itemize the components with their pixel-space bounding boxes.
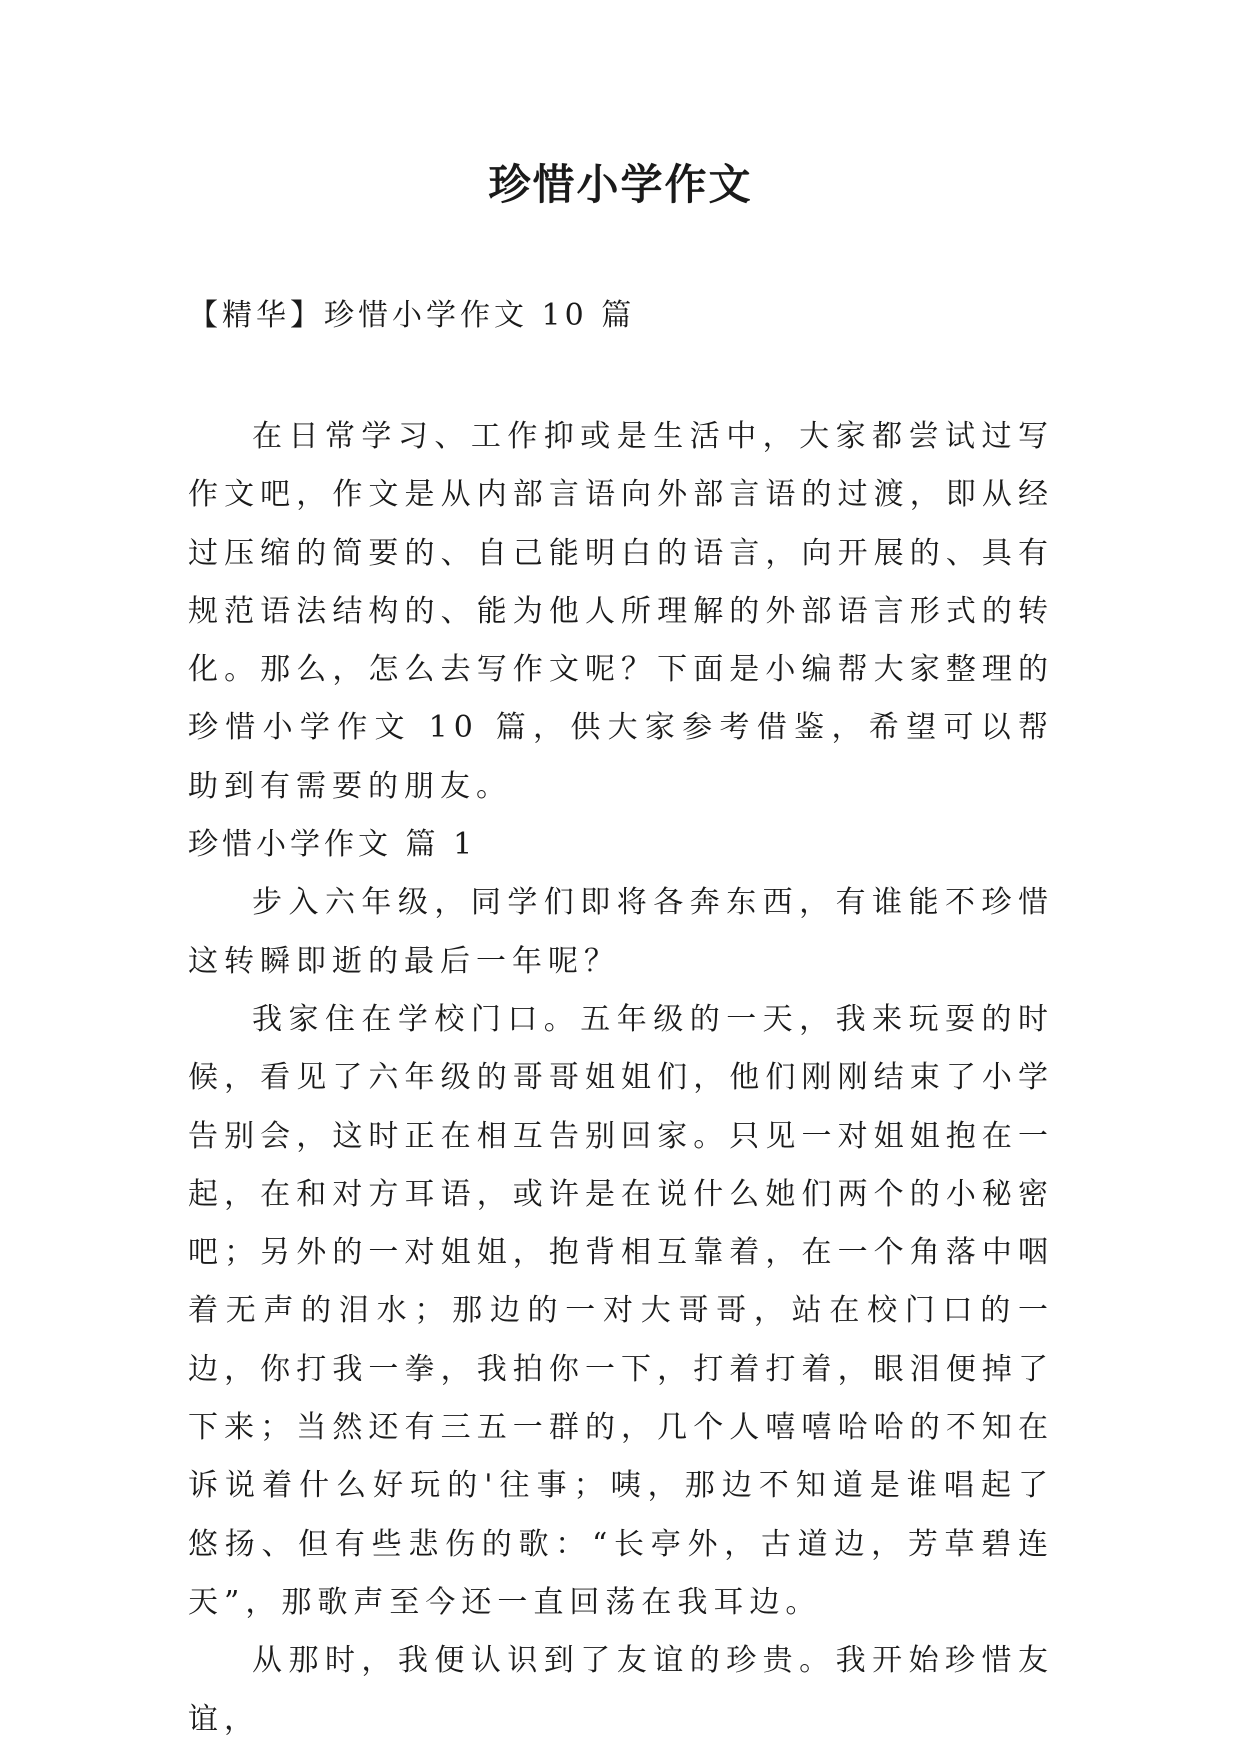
body-paragraph: 步入六年级，同学们即将各奔东西，有谁能不珍惜这转瞬即逝的最后一年呢？ xyxy=(188,885,1054,979)
document-body xyxy=(188,408,1054,1749)
document-subtitle: 【精华】珍惜小学作文 10 篇 xyxy=(188,298,636,333)
section-heading: 珍惜小学作文 篇 1 xyxy=(188,827,477,863)
body-paragraph: 从那时，我便认识到了友谊的珍贵。我开始珍惜友谊， xyxy=(188,1643,1054,1737)
document-title: 珍惜小学作文 xyxy=(488,160,753,209)
body-paragraph: 我家住在学校门口。五年级的一天，我来玩耍的时候，看见了六年级的哥哥姐姐们，他们刚刚结束了小学告别会，这时正在相互告别回家。只见一对姐姐抱在一起，在和对方耳语，或许是在说什么她们两个的小秘密吧；另外的一对姐姐，抱背相互靠着，在一个角落中咽着无声的泪水；那边的一对大哥哥，站在校门口的一边，你打我一拳，我拍你一下，打着打着，眼泪便掉了下来；当然还有三五一群的，几个人嘻嘻哈哈的不知在诉说着什么好玩的'往事；咦，那边不知道是谁唱起了悠扬、但有些悲伤的歌：“长亭外，古道边，芳草碧连天”，那歌声至今还一直回荡在我耳边。 xyxy=(188,1001,1054,1620)
intro-paragraph: 在日常学习、工作抑或是生活中，大家都尝试过写作文吧，作文是从内部言语向外部言语的过渡，即从经过压缩的简要的、自己能明白的语言，向开展的、具有规范语法结构的、能为他人所理解的外部语言形式的转化。那么，怎么去写作文呢？下面是小编帮大家整理的珍惜小学作文 10 篇，供大家参考借鉴，希望可以帮助到有需要的朋友。 xyxy=(188,419,1054,804)
